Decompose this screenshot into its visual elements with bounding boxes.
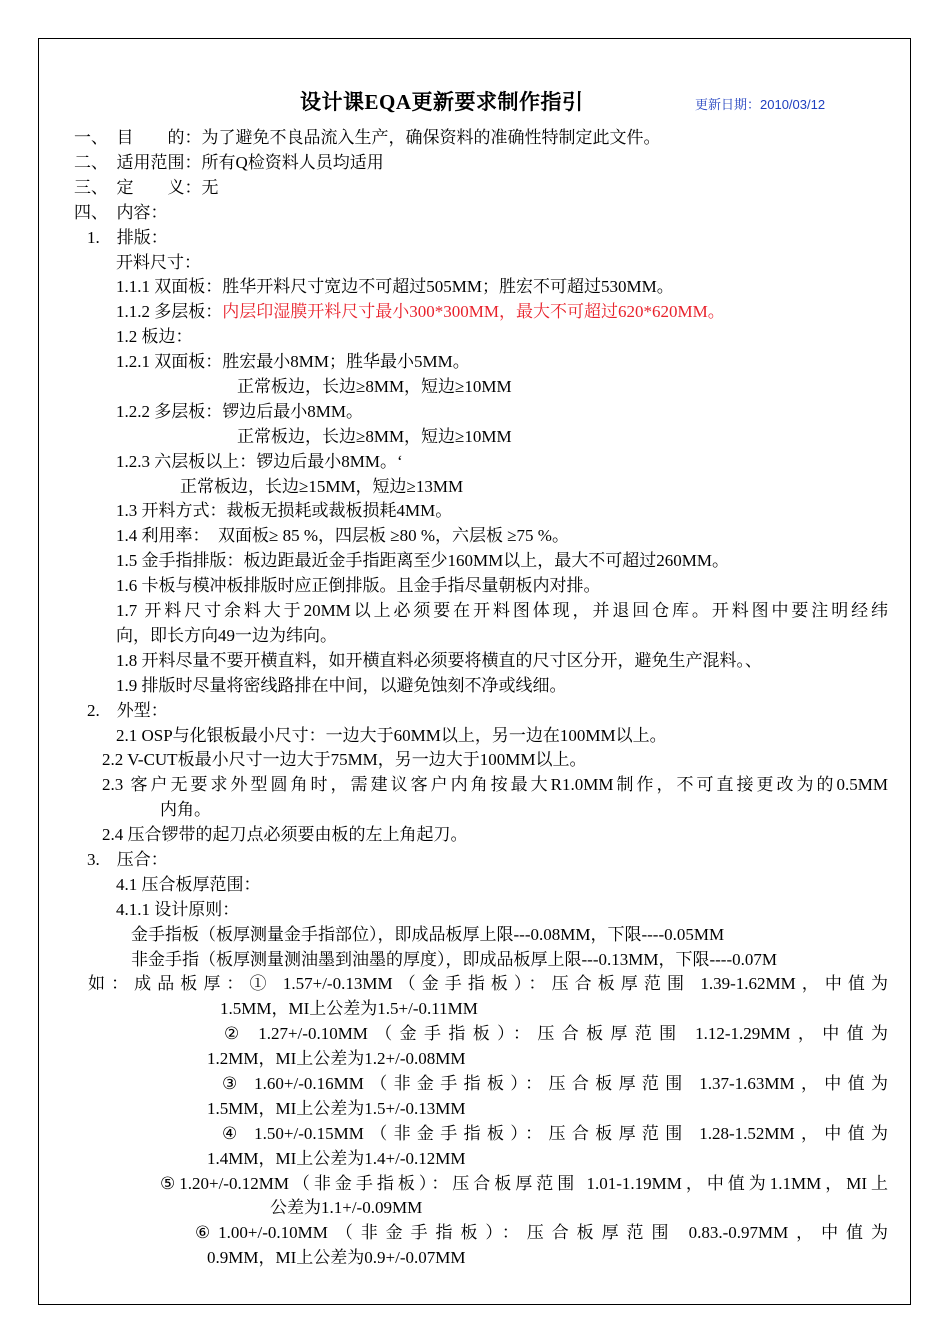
- example-line: ④ 1.50+/-0.15MM（非金手指板）：压合板厚范围 1.28-1.52MM，中值为: [222, 1124, 888, 1143]
- text-line: 公差为1.1+/-0.09MM: [270, 1198, 423, 1217]
- text-line: 1.5 金手指排版：板边距最近金手指距离至少160MM以上，最大不可超过260MM。: [116, 551, 729, 570]
- example-line: ⑥1.00+/-0.10MM（非金手指板）：压合板厚范围 0.83.-0.97MM，中值为: [195, 1223, 888, 1242]
- example-line: ② 1.27+/-0.10MM（金手指板）：压合板厚范围 1.12-1.29MM，中值为: [224, 1024, 888, 1043]
- text-line: 正常板边，长边≥15MM，短边≥13MM: [180, 477, 464, 496]
- section-scope: 二、 适用范围：所有Q检资料人员均适用: [74, 153, 384, 172]
- text-line: 0.9MM，MI上公差为0.9+/-0.07MM: [207, 1248, 466, 1267]
- example-line: ③ 1.60+/-0.16MM（非金手指板）：压合板厚范围 1.37-1.63MM，中值为: [222, 1074, 888, 1093]
- example-line: ⑤1.20+/-0.12MM（非金手指板）：压合板厚范围 1.01-1.19MM，中值为1.1MM，MI上: [160, 1174, 888, 1193]
- text-line: 2.3 客户无要求外型圆角时，需建议客户内角按最大R1.0MM制作，不可直接更改为的0.5MM: [102, 775, 888, 794]
- text-line: 1.9 排版时尽量将密线路排在中间，以避免蚀刻不净或线细。: [116, 676, 567, 695]
- text-line: [116, 301, 725, 323]
- heading-outline: 2. 外型：: [87, 701, 168, 720]
- text-line: 2.1 OSP与化银板最小尺寸：一边大于60MM以上，另一边在100MM以上。: [116, 726, 667, 745]
- section-definition: 三、 定 义：无: [74, 178, 219, 197]
- text-line: 1.4 利用率： 双面板≥ 85 %，四层板 ≥80 %，六层板 ≥75 %。: [116, 526, 569, 545]
- section-content: 四、 内容：: [74, 203, 168, 222]
- text-line: 1.8 开料尽量不要开横直料，如开横直料必须要将横直的尺寸区分开，避免生产混料。、: [116, 651, 762, 670]
- text-line: 金手指板（板厚测量金手指部位），即成品板厚上限---0.08MM，下限----0.05MM: [131, 925, 725, 944]
- text-line: 1.1.1 双面板：胜华开料尺寸宽边不可超过505MM；胜宏不可超过530MM。: [116, 277, 674, 296]
- example-line: 如：成品板厚：① 1.57+/-0.13MM（金手指板）：压合板厚范围 1.39-1.62MM，中值为: [88, 974, 888, 993]
- text-line: 非金手指（板厚测量测油墨到油墨的厚度），即成品板厚上限---0.13MM，下限----0.07M: [131, 950, 777, 969]
- text-line: 1.5MM，MI上公差为1.5+/-0.13MM: [207, 1099, 466, 1118]
- text-line: 1.7 开料尺寸余料大于20MM以上必须要在开料图体现，并退回仓库。开料图中要注明经纬: [116, 601, 888, 620]
- text-line: 1.2.3 六层板以上：锣边后最小8MM。‘: [116, 452, 403, 471]
- text-line: 1.2.2 多层板：锣边后最小8MM。: [116, 402, 363, 421]
- text-line: 1.3 开料方式：裁板无损耗或裁板损耗4MM。: [116, 501, 453, 520]
- text-line: 1.4MM，MI上公差为1.4+/-0.12MM: [207, 1149, 466, 1168]
- heading-lamination: 3. 压合：: [87, 850, 168, 869]
- text-line: 1.2.1 双面板：胜宏最小8MM；胜华最小5MM。: [116, 352, 470, 371]
- text-line: 正常板边，长边≥8MM，短边≥10MM: [237, 377, 512, 396]
- text-line: 2.4 压合锣带的起刀点必须要由板的左上角起刀。: [102, 825, 468, 844]
- document-title: 设计课EQA更新要求制作指引: [300, 90, 584, 114]
- highlighted-requirement: 内层印湿膜开料尺寸最小300*300MM，最大不可超过620*620MM。: [222, 302, 725, 321]
- text-line: 2.2 V-CUT板最小尺寸一边大于75MM，另一边大于100MM以上。: [102, 750, 587, 769]
- text-line: 正常板边，长边≥8MM，短边≥10MM: [237, 427, 512, 446]
- text-line: 1.2MM，MI上公差为1.2+/-0.08MM: [207, 1049, 466, 1068]
- update-date: 更新日期：2010/03/12: [695, 97, 826, 112]
- item-label: 1.1.2 多层板：: [116, 302, 223, 321]
- text-line: 1.6 卡板与模冲板排版时应正倒排版。且金手指尽量朝板内对排。: [116, 576, 601, 595]
- text-line: 1.5MM，MI上公差为1.5+/-0.11MM: [220, 999, 478, 1018]
- text-line: 4.1 压合板厚范围：: [116, 875, 261, 894]
- section-purpose: 一、 目 的：为了避免不良品流入生产，确保资料的准确性特制定此文件。: [74, 128, 661, 147]
- text-line: 内角。: [160, 800, 211, 819]
- heading-layout: 1. 排版：: [87, 228, 168, 247]
- text-line: 4.1.1 设计原则：: [116, 900, 240, 919]
- text-line: 1.2 板边：: [116, 327, 193, 346]
- text-line: 开料尺寸：: [116, 253, 201, 272]
- text-line: 向，即长方向49一边为纬向。: [116, 626, 337, 645]
